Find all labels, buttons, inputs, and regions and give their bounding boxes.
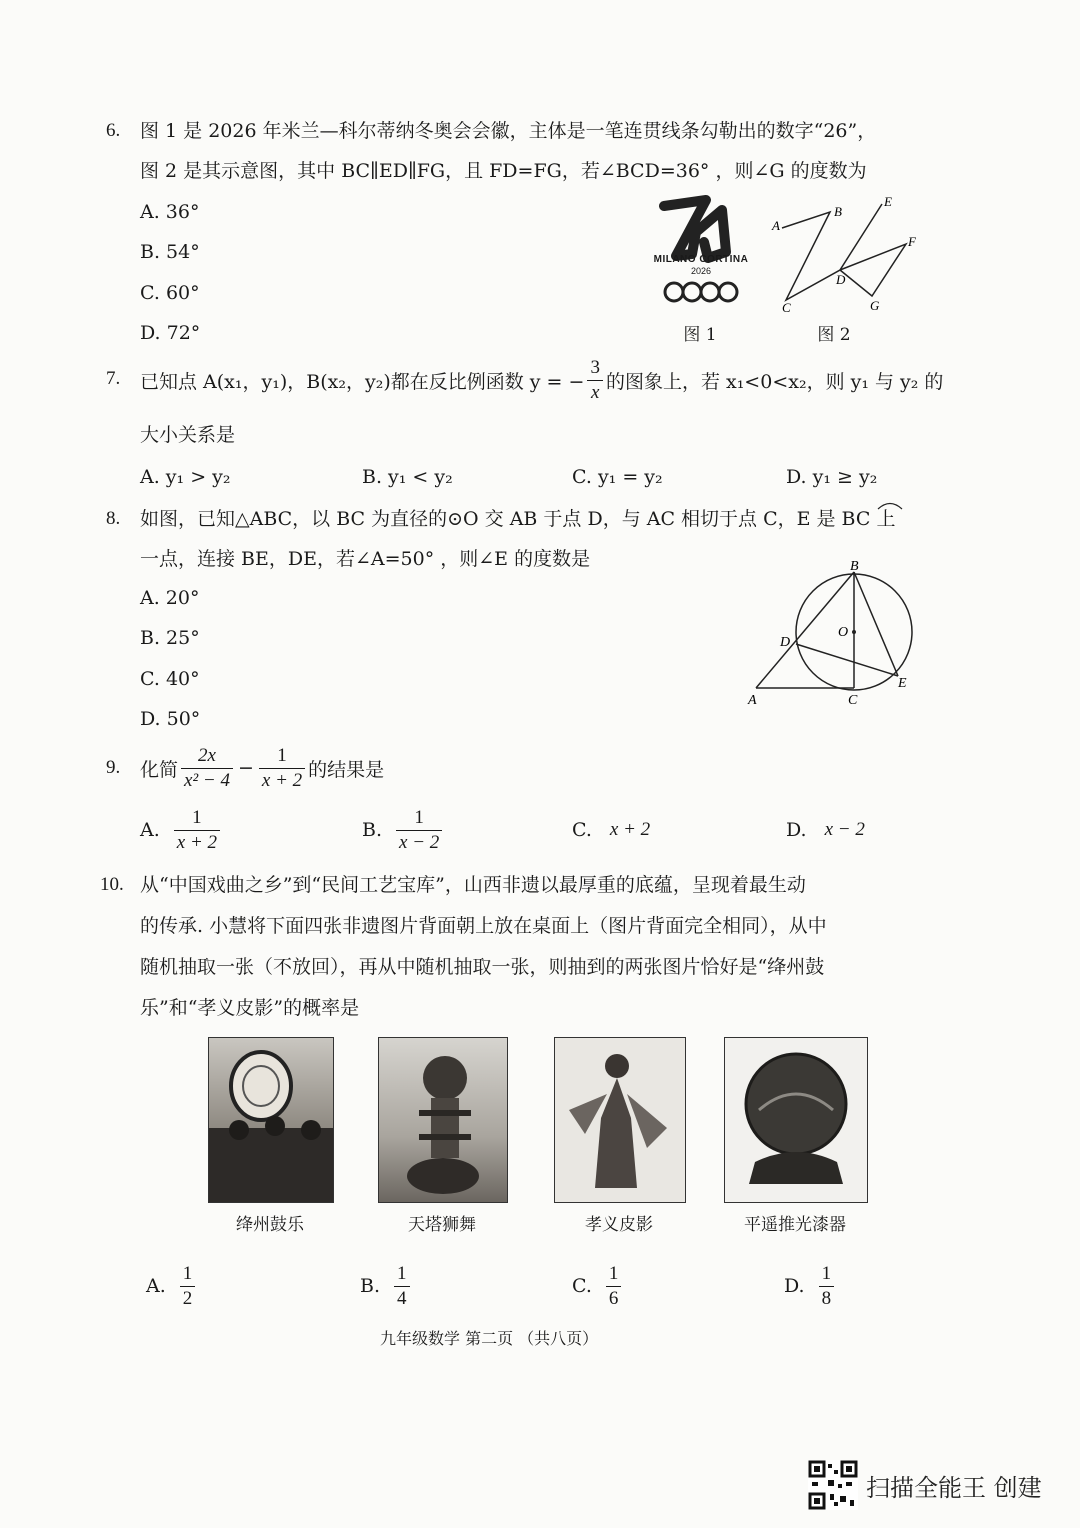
q10-option-c-num: 1	[608, 1262, 619, 1284]
q10-text-line1: 从“中国戏曲之乡”到“民间工艺宝库”，山西非遗以最厚重的底蕴，呈现着最生动	[140, 874, 806, 896]
q7-text-part1: 已知点 A(x₁，y₁)，B(x₂，y₂)都在反比例函数 y = −	[140, 370, 585, 393]
q9-option-a-num: 1	[192, 806, 202, 828]
fig2-label-b: B	[834, 204, 842, 219]
picture-lacquerware	[724, 1037, 868, 1203]
q9-option-b-fraction	[396, 806, 442, 855]
q9-option-a	[140, 800, 223, 860]
q7-option-d: D. y₁ ≥ y₂	[786, 466, 878, 488]
q6-number: 6.	[106, 120, 121, 141]
q9-option-a-label: A.	[140, 819, 160, 841]
picture-caption-4: 平遥推光漆器	[744, 1215, 846, 1235]
q7-number: 7.	[106, 368, 121, 389]
q10-option-b-fraction	[394, 1262, 410, 1311]
q8-option-d: D. 50°	[140, 708, 201, 730]
q8-arc-mark-icon	[876, 500, 904, 510]
q9-suffix: 的结果是	[308, 758, 385, 781]
q6-text-line2: 图 2 是其示意图，其中 BC∥ED∥FG，且 FD=FG，若∠BCD=36° ，则∠G 的度数为	[140, 160, 867, 182]
q7-fraction	[587, 356, 603, 405]
q10-option-d-num: 1	[821, 1262, 832, 1284]
q10-option-b-den: 4	[394, 1286, 410, 1311]
q6-text-line1: 图 1 是 2026 年米兰—科尔蒂纳冬奥会会徽，主体是一笔连贯线条勾勒出的数字“26”，	[140, 120, 877, 142]
q8-label-e: E	[898, 676, 907, 691]
q10-option-a	[146, 1256, 198, 1316]
q9-option-c-text: x + 2	[609, 819, 651, 840]
q10-option-c-label: C.	[572, 1275, 592, 1297]
fig2-label-g: G	[870, 298, 880, 313]
q7-frac-num: 3	[590, 356, 600, 378]
picture-lion-dance	[378, 1037, 508, 1203]
picture-drum-music	[208, 1037, 334, 1203]
q8-label-a: A	[748, 693, 757, 708]
q7-option-a: A. y₁ > y₂	[140, 466, 231, 488]
fig2-label-d: D	[836, 272, 846, 287]
q10-option-d-label: D.	[784, 1275, 805, 1297]
q7-option-c: C. y₁ = y₂	[572, 466, 663, 488]
q10-option-c	[572, 1256, 624, 1316]
q8-label-c: C	[848, 693, 858, 708]
q7-frac-den: x	[587, 380, 603, 405]
q9-f2-den: x + 2	[259, 768, 305, 793]
q9-option-c-label: C.	[572, 819, 592, 841]
q8-option-a: A. 20°	[140, 587, 200, 609]
q9-option-b	[362, 800, 445, 860]
picture-caption-1: 绛州鼓乐	[236, 1215, 304, 1235]
q9-fraction1	[181, 744, 233, 793]
q9-f1-den: x² − 4	[181, 768, 233, 793]
q7-option-b: B. y₁ < y₂	[362, 466, 453, 488]
drum-photo-icon	[209, 1038, 333, 1202]
q9-option-d-label: D.	[786, 819, 807, 841]
scanner-qr-icon	[808, 1460, 858, 1510]
picture-caption-2: 天塔狮舞	[408, 1215, 476, 1235]
q10-text-line4: 乐”和“孝义皮影”的概率是	[140, 997, 360, 1019]
q8-text-line1: 如图，已知△ABC，以 BC 为直径的⊙O 交 AB 于点 D，与 AC 相切于点 C，E 是 BC 上	[140, 508, 896, 530]
q10-number: 10.	[100, 874, 124, 895]
fig2-label-f: F	[908, 234, 916, 249]
q10-option-d	[784, 1256, 837, 1316]
q9-option-b-num: 1	[414, 806, 424, 828]
q8-number: 8.	[106, 508, 121, 529]
q10-option-c-fraction	[606, 1262, 622, 1311]
q9-option-b-label: B.	[362, 819, 383, 841]
q9-f2-num: 1	[277, 744, 287, 766]
q10-option-d-den: 8	[819, 1286, 835, 1311]
q6-figure2-diagram	[768, 192, 928, 322]
q7-text-line2: 大小关系是	[140, 424, 236, 446]
q10-option-b-label: B.	[360, 1275, 381, 1297]
q8-text-line2: 一点，连接 BE，DE，若∠A=50° ，则∠E 的度数是	[140, 548, 591, 570]
q9-option-c	[572, 800, 650, 860]
q10-option-b-num: 1	[397, 1262, 407, 1284]
q9-fraction2	[259, 744, 305, 793]
page-footer: 九年级数学 第二页 （共八页）	[380, 1329, 599, 1348]
q9-option-a-den: x + 2	[174, 830, 220, 855]
q10-option-a-fraction	[180, 1262, 196, 1311]
q8-label-o: O	[838, 625, 849, 640]
q10-option-a-den: 2	[180, 1286, 196, 1311]
picture-caption-3: 孝义皮影	[585, 1215, 653, 1235]
logo-text-name: MILANO CORTINA	[653, 254, 749, 265]
q8-label-b: B	[850, 560, 859, 574]
q9-number: 9.	[106, 757, 121, 778]
q6-option-c: C. 60°	[140, 282, 200, 304]
lion-tower-photo-icon	[379, 1038, 507, 1202]
q10-option-a-num: 1	[182, 1262, 193, 1284]
q8-option-c: C. 40°	[140, 668, 200, 690]
fig2-label-e: E	[884, 194, 892, 209]
fig2-label-c: C	[782, 300, 791, 315]
q7-text-part2: 的图象上，若 x₁<0<x₂，则 y₁ 与 y₂ 的	[605, 370, 944, 393]
q9-option-d-text: x − 2	[824, 819, 865, 840]
q10-option-d-fraction	[819, 1262, 835, 1311]
q10-text-line3: 随机抽取一张（不放回），再从中随机抽取一张，则抽到的两张图片恰好是“绛州鼓	[140, 956, 825, 978]
q9-expression	[140, 738, 384, 798]
q10-option-a-label: A.	[146, 1275, 166, 1297]
logo-text-year: 2026	[690, 266, 712, 276]
q10-text-line2: 的传承. 小慧将下面四张非遗图片背面朝上放在桌面上（图片背面完全相同），从中	[140, 915, 827, 937]
q8-label-d: D	[780, 635, 791, 650]
q9-option-b-den: x − 2	[396, 830, 442, 855]
q10-option-b	[360, 1256, 413, 1316]
q10-option-c-den: 6	[606, 1286, 622, 1311]
fig2-label-a: A	[772, 218, 780, 233]
q8-circle-diagram	[740, 560, 930, 710]
q6-option-a: A. 36°	[140, 201, 200, 223]
shadow-puppet-photo-icon	[555, 1038, 685, 1202]
q6-figure1-caption: 图 1	[683, 325, 717, 345]
picture-shadow-puppet	[554, 1037, 686, 1203]
q6-figure1-logo	[636, 192, 764, 310]
q9-prefix: 化简	[140, 758, 179, 781]
q7-text-line1	[140, 350, 943, 410]
q9-f1-num: 2x	[198, 744, 216, 766]
q9-option-d	[786, 800, 865, 860]
q6-figure2-caption: 图 2	[817, 325, 851, 345]
lacquer-plate-photo-icon	[725, 1038, 867, 1202]
scanner-watermark-text: 扫描全能王 创建	[866, 1474, 1042, 1502]
q6-option-d: D. 72°	[140, 322, 201, 344]
q9-minus: −	[237, 757, 254, 779]
q6-option-b: B. 54°	[140, 241, 200, 263]
q9-option-a-fraction	[174, 806, 220, 855]
q8-option-b: B. 25°	[140, 627, 200, 649]
milano-cortina-logo-icon	[636, 192, 764, 310]
